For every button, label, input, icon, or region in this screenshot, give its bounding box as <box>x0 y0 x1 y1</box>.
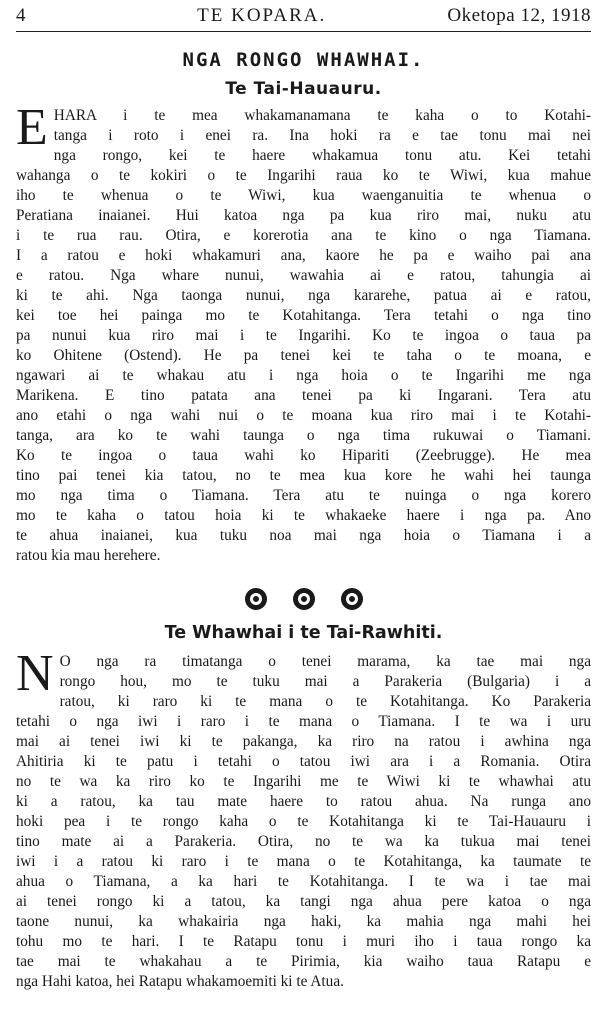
ornament-icon <box>245 588 267 610</box>
text-line: Ahitiria ki te patu i tetahi o tatou iwi ara i a Romania. Otira <box>16 753 591 770</box>
text-line: e ratou. Nga whare nunui, wawahia ai e ratou, tahungia ai <box>16 267 591 284</box>
article1-subtitle: Te Tai-Hauauru. <box>225 79 382 99</box>
text-line: nga rongo, kei te haere whakamua tonu atu. Kei tetahi <box>53 147 591 164</box>
article2-body <box>16 645 591 992</box>
publication-title: TE KOPARA. <box>197 5 327 26</box>
text-line: ngawari ai te whakau atu i nga hoia o te Ingarihi me nga <box>16 367 591 384</box>
text-line: tanga i roto i enei ra. Ina hoki ra e tae tonu mai nei <box>53 127 591 144</box>
text-line: mai ai tenei iwi ki te pakanga, ka riro na ratou i awhina nga <box>16 733 591 750</box>
article2-subtitle: Te Whawhai i te Tai-Rawhiti. <box>164 623 443 643</box>
text-line: tino pai tenei kia tatou, no te mea kua kore he wahi hei taunga <box>16 467 591 484</box>
text-line: kei toe hei painga mo te Kotahitanga. Tera tetahi o nga tino <box>16 307 591 324</box>
text-line: ano etahi o nga wahi nui o te moana kua riro mai i te Kotahi- <box>16 407 591 424</box>
text-line: pa nunui kua riro mai i te Ingarihi. Ko te ingoa o taua pa <box>16 327 591 344</box>
text-line: wahanga o te kokiri o te Ingarihi raua ko te Wiwi, kua mahue <box>16 167 591 184</box>
issue-date: Oketopa 12, 1918 <box>447 5 591 26</box>
text-line: ki a ratou, ka tau mate haere to ratou ahua. Na runga ano <box>16 793 591 810</box>
text-line: hoki pea i te rongo kaha o te Kotahitanga ki te Tai-Hauauru i <box>16 813 591 830</box>
text-line: tino mate ai a Parakeria. Otira, no te wa ka tukua mai tenei <box>16 833 591 850</box>
text-line: nga Hahi katoa, hei Ratapu whakamoemiti ki te Atua. <box>16 973 344 990</box>
running-head <box>16 4 591 28</box>
article2-dropcap: N <box>16 645 54 702</box>
section-title: NGA RONGO WHAWHAI. <box>182 49 425 71</box>
text-line: te ahua inaianei, kua tuku noa mai nga hoia o Tiamana i a <box>16 527 591 544</box>
text-line: ratou, ki raro ki te mana o te Kotahitanga. Ko Parakeria <box>59 693 591 710</box>
text-line: I a ratou e hoki whakamuri ana, kaore he pa e waiho pai ana <box>16 247 591 264</box>
ornament-icon <box>341 588 363 610</box>
text-line: ahua o Tiamana, a ka hari te Kotahitanga. I te wa i tae mai <box>16 873 591 890</box>
text-line: tae mai te whakahau a te Pirimia, kia waiho taua Ratapu e <box>16 953 591 970</box>
text-line: taone nunui, ka whakairia nga haki, ka mahia nga mahi hei <box>16 913 591 930</box>
text-line: iwi i a ratou ki raro i te mana o te Kotahitanga, ka taumate te <box>16 853 591 870</box>
text-line: i te rua rau. Otira, e korerotia ana te kino o nga Tiamana. <box>16 227 591 244</box>
text-line: tohu mo te hari. I te Ratapu tonu i muri iho i taua rongo ka <box>16 933 591 950</box>
text-line: ko Ohitene (Ostend). He pa tenei kei te taha o te moana, e <box>16 347 591 364</box>
text-line: tetahi o nga iwi i raro i te mana o Tiamana. I te wa i uru <box>16 713 591 730</box>
page-number: 4 <box>16 5 26 26</box>
text-line: iho te whenua o te Wiwi, kua waenganuitia te whenua o <box>16 187 591 204</box>
text-line: rongo hou, mo te tuku mai a Parakeria (Bulgaria) i a <box>59 673 591 690</box>
text-line: tanga, ara ko te wahi taunga o nga tima rukuwai o Tiamani. <box>16 427 591 444</box>
ornament-icon <box>293 588 315 610</box>
text-line: ratou kia mau herehere. <box>16 547 161 564</box>
text-line: no te wa ka riro ko te Ingarihi me te Wiwi ki te whawhai atu <box>16 773 591 790</box>
text-line: ai tenei rongo ki a tatou, ka tangi nga ahua pere katoa o nga <box>16 893 591 910</box>
text-line: O nga ra timatanga o tenei marama, ka tae mai nga <box>59 653 591 670</box>
text-line: Marikena. E tino patata ana tenei pa ki Ingarani. Tera atu <box>16 387 591 404</box>
text-line: ki te ahi. Nga taonga nunui, nga kararehe, patua ai e ratou, <box>16 287 591 304</box>
header-rule <box>16 31 591 32</box>
text-line: Peratiana inaianei. Hui katoa nga pa kua riro mai, nuku atu <box>16 207 591 224</box>
text-line: mo te kaha o tatou hoia ki te whakaeke haere i nga pa. Ano <box>16 507 591 524</box>
text-line: HARA i te mea whakamanamana te kaha o to Kotahi- <box>53 107 591 124</box>
text-line: Ko te ingoa o taua wahi ko Hipariti (Zeebrugge). He mea <box>16 447 591 464</box>
article1-dropcap: E <box>16 99 48 156</box>
section-divider <box>16 588 591 610</box>
article1-body <box>16 99 591 566</box>
text-line: mo nga tima o Tiamana. Tera atu te nuinga o nga korero <box>16 487 591 504</box>
